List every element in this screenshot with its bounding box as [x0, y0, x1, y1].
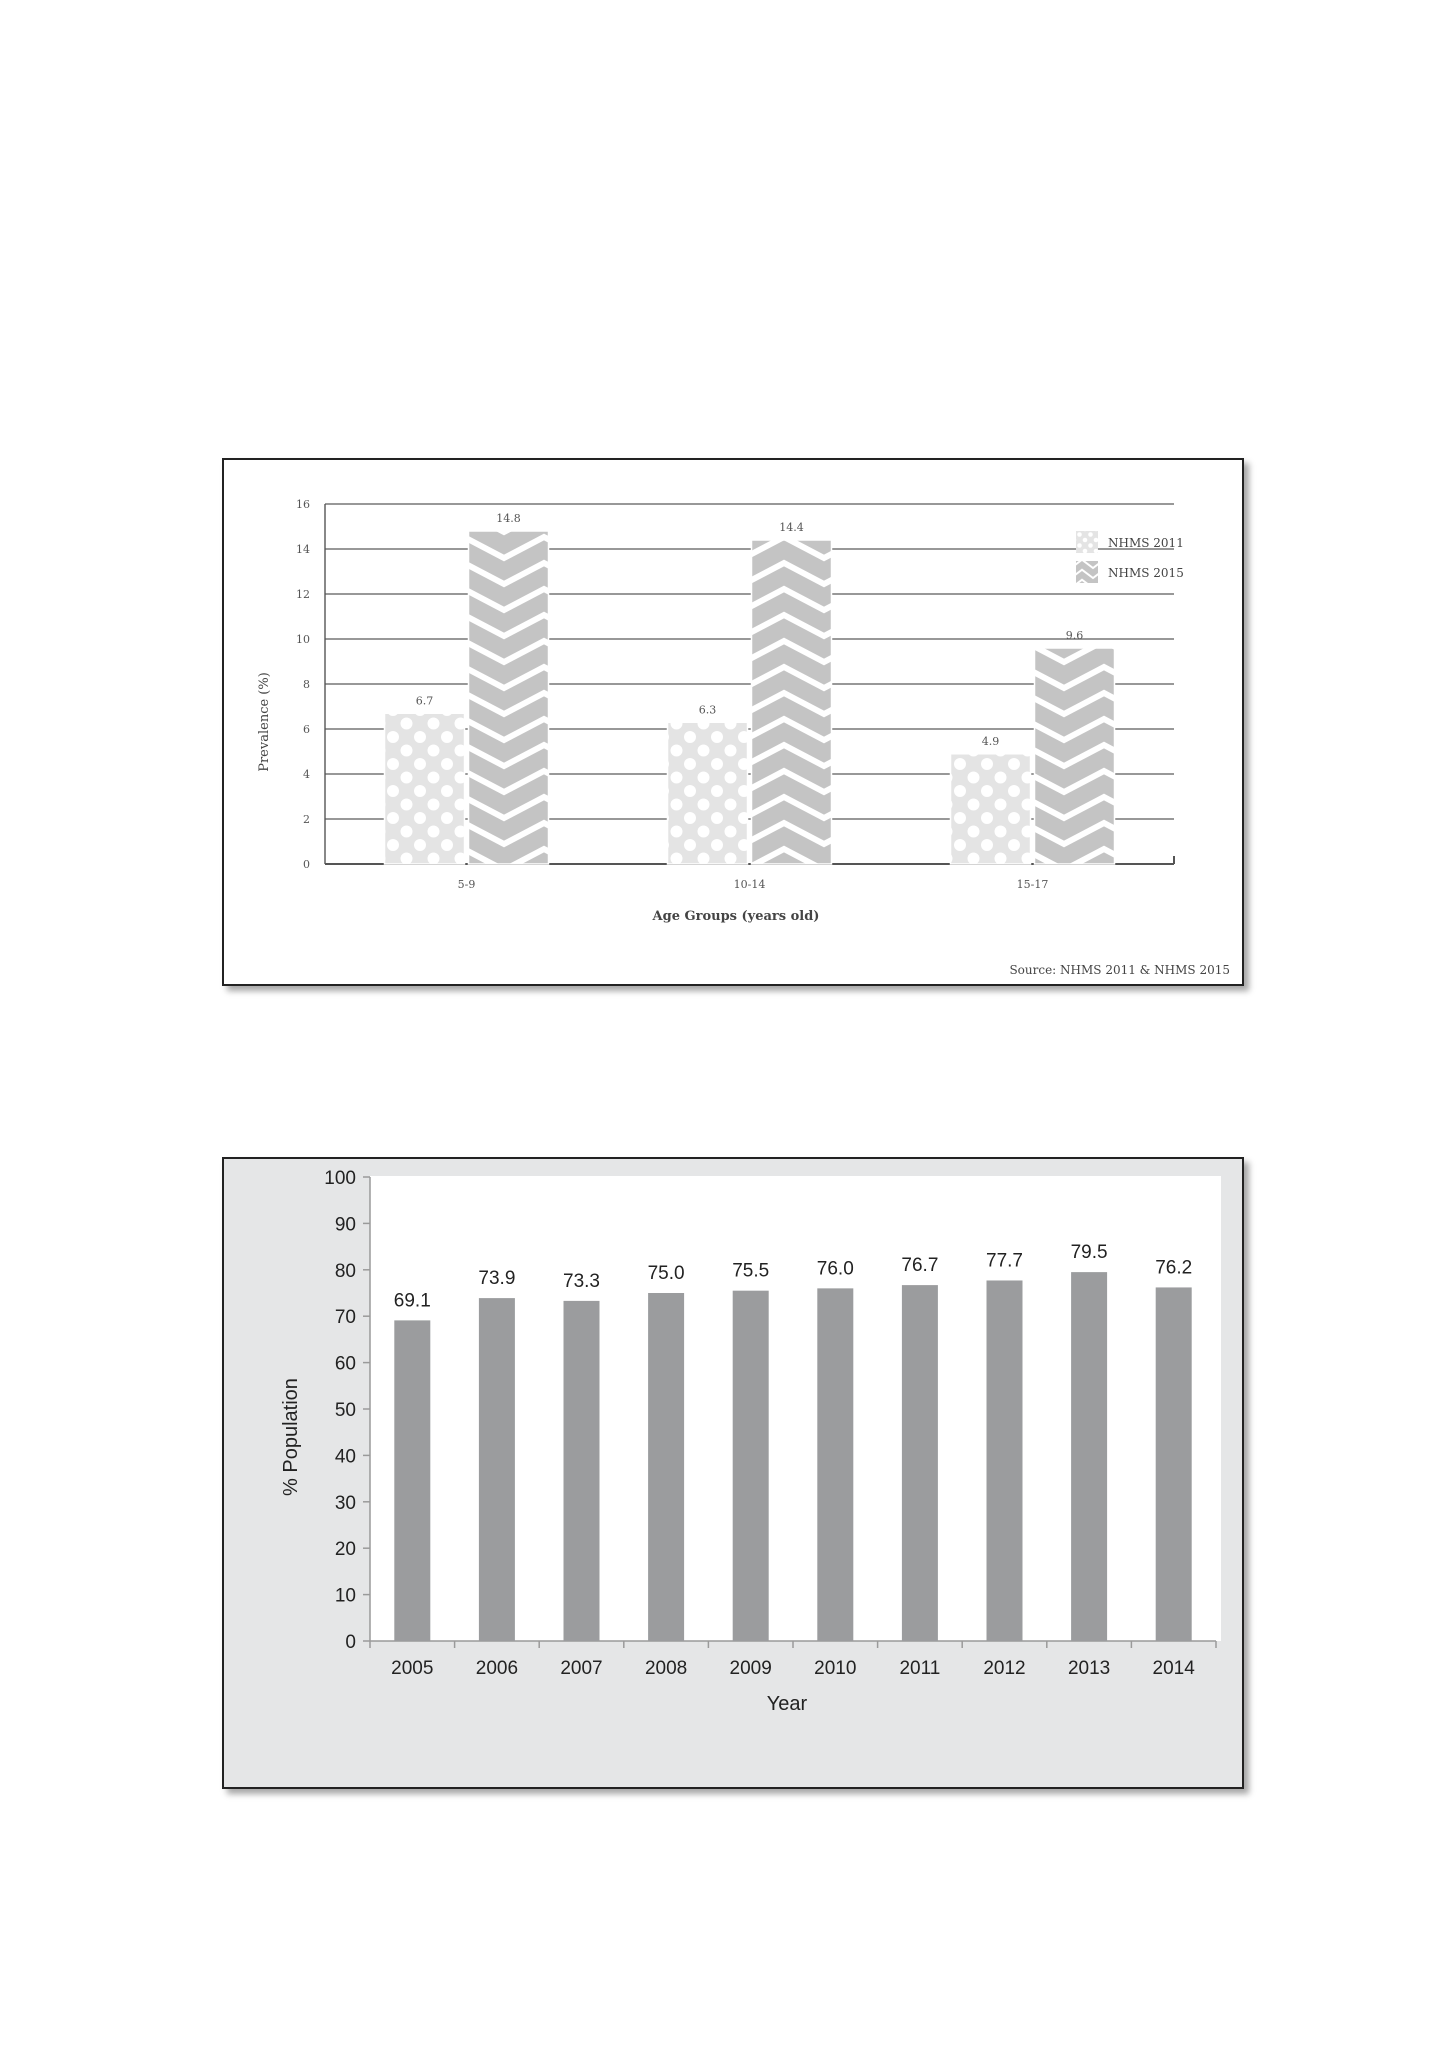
x-tick-label: 2012: [983, 1658, 1026, 1679]
data-label: 79.5: [1070, 1242, 1108, 1264]
bar-2007: [564, 1301, 600, 1641]
data-label: 69.1: [393, 1290, 431, 1312]
bar-nhms-2011-10-14: [668, 722, 748, 864]
bar-nhms-2011-5-9: [385, 713, 465, 864]
x-tick-label: 2007: [560, 1658, 603, 1679]
legend-swatch-nhms-2011: [1076, 531, 1098, 553]
data-label: 6.3: [698, 703, 717, 717]
y-axis-label: % Population: [280, 1378, 302, 1496]
y-tick-label: 30: [334, 1492, 356, 1514]
population-chart: [224, 1159, 1242, 1787]
bar-2008: [648, 1293, 684, 1641]
bar-nhms-2011-15-17: [951, 754, 1031, 864]
data-label: 75.0: [647, 1263, 685, 1284]
y-tick-label: 50: [334, 1400, 356, 1421]
y-tick-label: 20: [334, 1539, 356, 1561]
legend-swatch-nhms-2015: [1076, 561, 1098, 583]
bar-2006: [479, 1298, 515, 1641]
bar-nhms-2015-10-14: [752, 540, 832, 864]
x-axis-label: Year: [766, 1693, 808, 1715]
y-tick-label: 80: [334, 1260, 356, 1282]
x-tick-label: 2011: [899, 1658, 941, 1679]
y-tick-label: 0: [303, 858, 310, 871]
data-label: 77.7: [986, 1250, 1023, 1272]
y-tick-label: 0: [345, 1632, 356, 1653]
y-tick-label: 14: [296, 543, 310, 556]
bar-2011: [902, 1285, 938, 1641]
bar-2013: [1071, 1272, 1107, 1641]
x-tick-label: 10-14: [733, 878, 766, 891]
x-tick-label: 2005: [391, 1658, 434, 1679]
bar-2014: [1156, 1287, 1192, 1641]
y-tick-label: 16: [296, 498, 310, 511]
y-tick-label: 70: [334, 1307, 356, 1329]
y-tick-label: 10: [296, 633, 310, 646]
source-note: Source: NHMS 2011 & NHMS 2015: [1009, 963, 1230, 977]
bar-2009: [733, 1291, 769, 1641]
legend-label-nhms-2015: NHMS 2015: [1108, 566, 1184, 580]
bar-nhms-2015-5-9: [469, 531, 549, 864]
x-tick-label: 2010: [814, 1658, 857, 1679]
y-tick-label: 8: [303, 678, 310, 691]
y-tick-label: 60: [334, 1353, 356, 1375]
bar-2012: [987, 1280, 1023, 1641]
data-label: 6.7: [415, 694, 434, 708]
x-tick-label: 15-17: [1016, 878, 1049, 891]
legend: [1076, 531, 1184, 583]
data-label: 14.8: [496, 512, 521, 525]
y-tick-label: 10: [334, 1585, 356, 1607]
bar-2005: [394, 1320, 430, 1641]
y-tick-label: 100: [324, 1168, 356, 1189]
data-label: 76.2: [1155, 1257, 1193, 1279]
bar-nhms-2015-15-17: [1035, 648, 1115, 864]
x-tick-label: 5-9: [457, 878, 476, 891]
data-label: 73.9: [478, 1268, 516, 1290]
data-label: 14.4: [779, 521, 804, 534]
x-tick-label: 2013: [1067, 1658, 1111, 1679]
y-axis-label: Prevalence (%): [257, 672, 272, 772]
x-tick-label: 2008: [644, 1658, 688, 1679]
x-tick-label: 2009: [729, 1658, 772, 1679]
data-label: 4.9: [981, 734, 1000, 748]
prevalence-chart: [224, 460, 1242, 984]
x-axis-label: Age Groups (years old): [652, 909, 820, 924]
y-tick-label: 2: [303, 813, 310, 826]
bar-2010: [817, 1288, 853, 1641]
data-label: 76.0: [816, 1258, 854, 1280]
data-label: 75.5: [732, 1260, 770, 1282]
data-label: 73.3: [563, 1270, 600, 1292]
y-tick-label: 40: [334, 1446, 356, 1468]
data-label: 76.7: [901, 1255, 939, 1277]
prevalence-chart-figure: [222, 458, 1244, 986]
x-tick-label: 2006: [475, 1658, 519, 1679]
y-tick-label: 12: [296, 588, 310, 601]
y-tick-label: 4: [303, 768, 310, 781]
x-tick-label: 2014: [1152, 1658, 1195, 1679]
y-tick-label: 6: [303, 723, 310, 736]
population-chart-figure: [222, 1157, 1244, 1789]
data-label: 9.6: [1065, 629, 1084, 642]
y-tick-label: 90: [334, 1214, 356, 1236]
legend-label-nhms-2011: NHMS 2011: [1108, 536, 1184, 550]
